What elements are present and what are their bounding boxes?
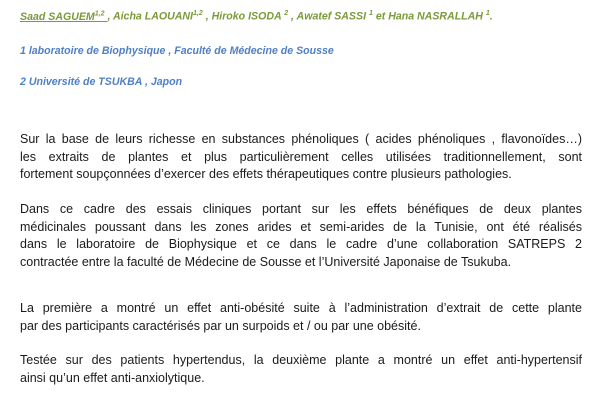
text-line: fortement soupçonnées d’exercer des effets thérapeutiques contre plusieurs pathologies.	[20, 167, 512, 181]
paragraph-2	[20, 201, 582, 271]
author-5: Hana NASRALLAH	[388, 10, 486, 23]
author-2-affil: 1,2	[193, 10, 203, 17]
text-line: contractée entre la faculté de Médecine de Sousse et l’Université Japonaise de Tsukuba.	[20, 254, 512, 269]
separator: .	[489, 10, 493, 23]
author-1: Saad SAGUEM	[20, 10, 95, 23]
text-line: Sur la base de leurs richesse en substances phénoliques ( acides phénoliques , flavonoïdes…)	[20, 132, 582, 146]
paragraph-1	[20, 131, 582, 184]
text-line: La première a montré un effet anti-obésité suite à l’administration d’extrait de cette plante	[20, 301, 582, 315]
text-line: dans le laboratoire de Biophysique et ce dans le cadre d’une collaboration SATREPS 2	[20, 237, 582, 251]
text-line: les extraits de plantes et plus particulièrement celles utilisées traditionnellement, sont	[20, 149, 582, 164]
author-name	[20, 11, 107, 23]
separator: ,	[107, 10, 113, 23]
separator: ,	[288, 10, 297, 23]
text-line: ainsi qu’un effet anti-anxiolytique.	[20, 370, 205, 385]
affiliation-1: 1 laboratoire de Biophysique , Faculté de Médecine de Sousse	[20, 45, 334, 57]
affiliation-2: 2 Université de TSUKBA , Japon	[20, 76, 183, 88]
author-4-affil: 1	[368, 10, 373, 17]
text-line: médicinales poussant dans les zones arides et semi-arides de la Tunisie, ont été réalisés	[20, 219, 582, 234]
author-5-affil: 1	[485, 10, 490, 17]
author-list	[20, 10, 493, 23]
author-4: Awatef SASSI	[296, 10, 369, 23]
paragraph-3	[20, 300, 582, 335]
text-line: Dans ce cadre des essais cliniques portant sur les effets bénéfiques de deux plantes	[20, 202, 582, 216]
paragraph-4	[20, 352, 582, 387]
text-line: par des participants caractérisés par un surpoids et / ou par une obésité.	[20, 318, 421, 333]
text-line: Testée sur des patients hypertendus, la deuxième plante a montré un effet anti-hypertensif	[20, 353, 582, 367]
author-3-affil: 2	[284, 10, 289, 17]
separator: ,	[202, 10, 212, 23]
author-2: Aicha LAOUANI	[112, 10, 194, 23]
author-1-affil: 1,2	[94, 10, 105, 17]
separator: et	[372, 10, 389, 23]
author-3: Hiroko ISODA	[211, 10, 285, 23]
